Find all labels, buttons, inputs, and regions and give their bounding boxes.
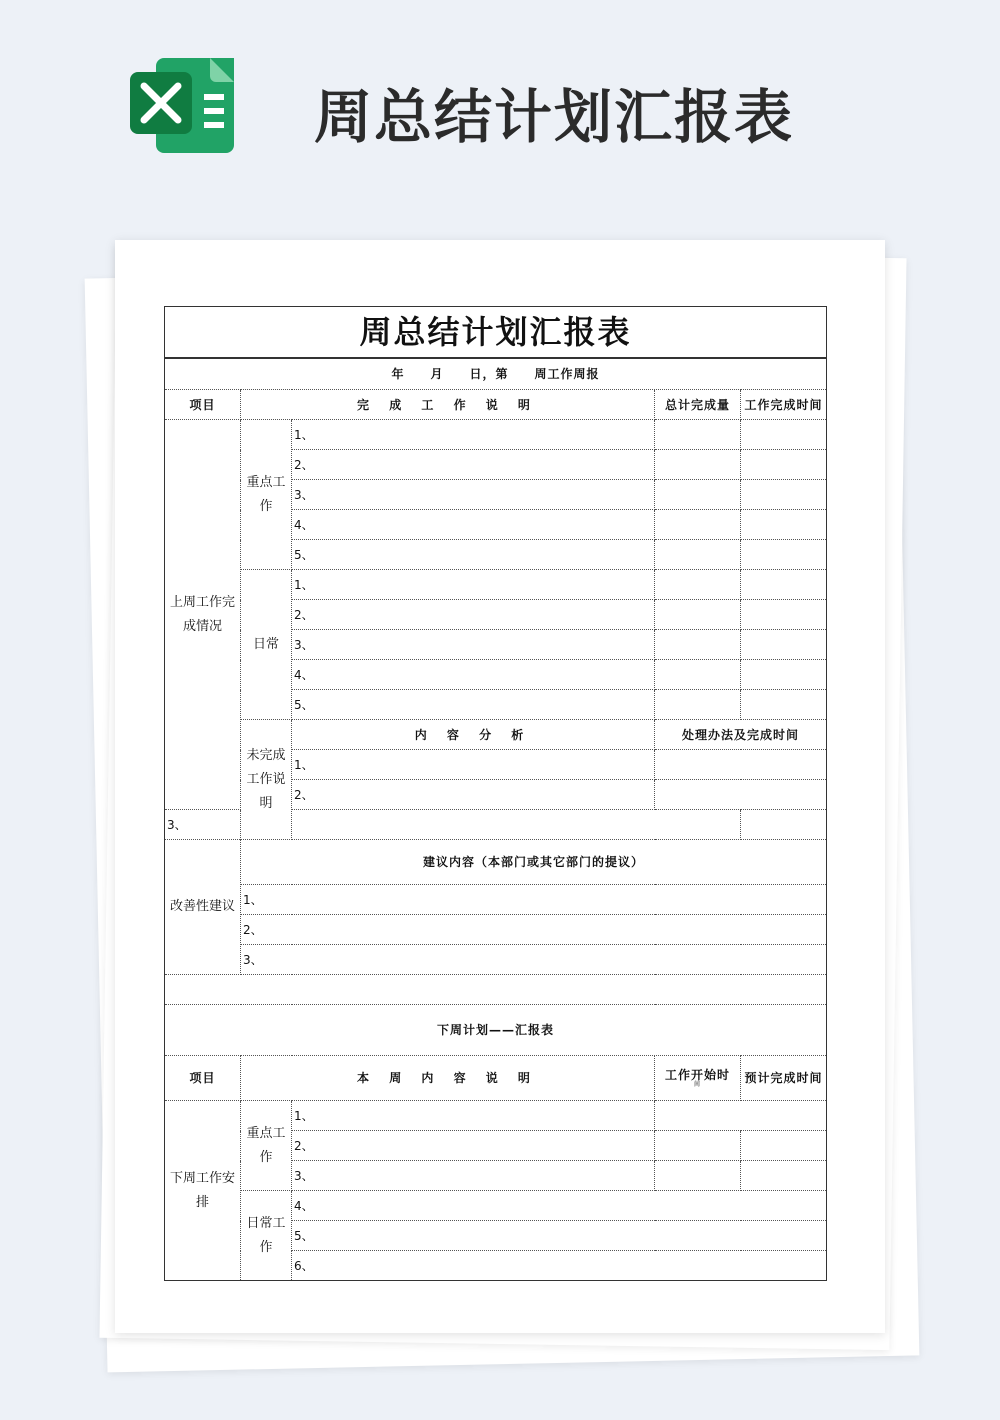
next-week-label: 下周工作安排 — [165, 1101, 241, 1281]
plan-header-start-tail: 间 — [693, 1081, 701, 1088]
key-item: 4、 — [292, 510, 655, 540]
next-key-item: 2、 — [292, 1131, 655, 1161]
header-total: 总计完成量 — [655, 390, 741, 420]
form-subtitle: 年 月 日，第 周工作周报 — [165, 358, 827, 390]
cell — [741, 420, 827, 450]
cell — [741, 630, 827, 660]
next-daily-label: 日常工作 — [241, 1191, 292, 1281]
cell — [741, 570, 827, 600]
daily-work-label: 日常 — [241, 570, 292, 720]
daily-item: 2、 — [292, 600, 655, 630]
cell — [655, 1161, 741, 1191]
improve-label: 改善性建议 — [165, 840, 241, 975]
header-item: 项目 — [165, 390, 241, 420]
cell — [741, 480, 827, 510]
plan-header-end: 预计完成时间 — [741, 1056, 827, 1101]
cell — [655, 690, 741, 720]
plan-header-start-text: 工作开始时 — [664, 1068, 730, 1082]
next-week-title: 下周计划——汇报表 — [165, 1005, 827, 1056]
improve-item: 1、 — [241, 885, 827, 915]
last-week-label: 上周工作完成情况 — [165, 420, 241, 810]
cell — [655, 750, 827, 780]
cell — [655, 540, 741, 570]
plan-header-item: 项目 — [165, 1056, 241, 1101]
daily-item: 3、 — [292, 630, 655, 660]
cell — [741, 510, 827, 540]
next-daily-item: 6、 — [292, 1251, 827, 1281]
unfinished-label: 未完成工作说明 — [241, 720, 292, 840]
cell — [655, 1131, 741, 1161]
cell — [741, 450, 827, 480]
next-key-item: 1、 — [292, 1101, 655, 1131]
cell — [292, 810, 741, 840]
page-header — [0, 0, 1000, 220]
page-title: 周总结计划汇报表 — [314, 83, 795, 151]
cell — [655, 450, 741, 480]
improve-item: 2、 — [241, 915, 827, 945]
unfinished-item: 3、 — [165, 810, 241, 840]
next-daily-item: 5、 — [292, 1221, 827, 1251]
cell — [655, 480, 741, 510]
analysis-header: 内 容 分 析 — [292, 720, 655, 750]
key-item: 1、 — [292, 420, 655, 450]
cell — [655, 1101, 827, 1131]
next-key-item: 3、 — [292, 1161, 655, 1191]
next-daily-item: 4、 — [292, 1191, 827, 1221]
cell — [655, 420, 741, 450]
cell — [741, 600, 827, 630]
daily-item: 1、 — [292, 570, 655, 600]
report-table — [164, 306, 827, 1281]
header-desc: 完 成 工 作 说 明 — [241, 390, 655, 420]
unfinished-item: 1、 — [292, 750, 655, 780]
cell — [741, 1131, 827, 1161]
cell — [741, 1161, 827, 1191]
cell — [741, 540, 827, 570]
improve-item: 3、 — [241, 945, 827, 975]
header-time: 工作完成时间 — [741, 390, 827, 420]
next-key-label: 重点工作 — [241, 1101, 292, 1191]
cell — [655, 600, 741, 630]
cell — [655, 660, 741, 690]
cell — [655, 510, 741, 540]
spacer-row — [165, 975, 827, 1005]
key-work-label: 重点工作 — [241, 420, 292, 570]
handling-header: 处理办法及完成时间 — [655, 720, 827, 750]
excel-icon — [130, 58, 234, 153]
key-item: 3、 — [292, 480, 655, 510]
cell — [655, 570, 741, 600]
cell — [655, 780, 827, 810]
key-item: 5、 — [292, 540, 655, 570]
plan-header-start — [655, 1056, 741, 1101]
form-title: 周总结计划汇报表 — [165, 307, 827, 359]
cell — [741, 660, 827, 690]
cell — [741, 690, 827, 720]
improve-header: 建议内容（本部门或其它部门的提议） — [241, 840, 827, 885]
unfinished-item: 2、 — [292, 780, 655, 810]
cell — [655, 630, 741, 660]
plan-header-desc: 本 周 内 容 说 明 — [241, 1056, 655, 1101]
daily-item: 4、 — [292, 660, 655, 690]
key-item: 2、 — [292, 450, 655, 480]
report-form — [164, 306, 826, 1277]
daily-item: 5、 — [292, 690, 655, 720]
